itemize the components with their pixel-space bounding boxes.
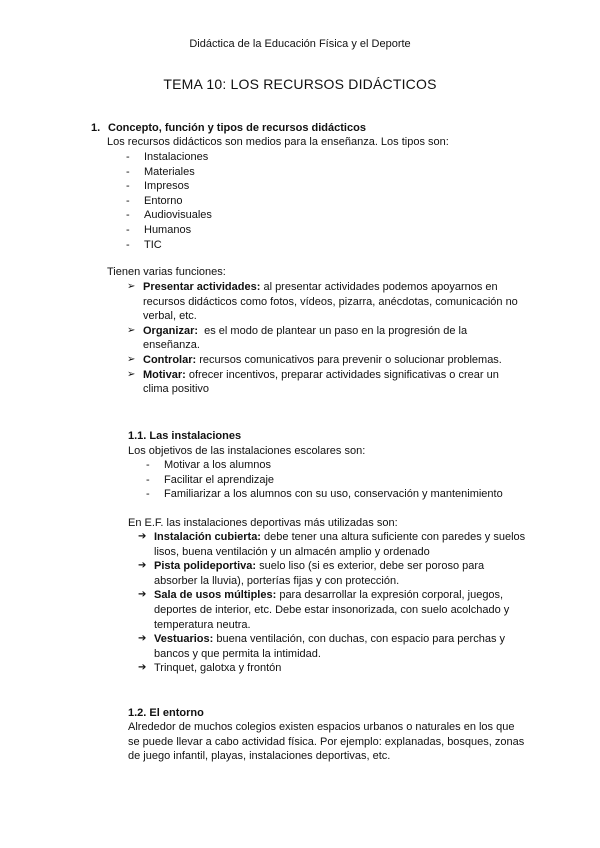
list-item [138,559,528,588]
installation-text: para desarrollar la expresión corporal, juegos, deportes de interior, etc. Debe estar insonorizada, con suelo acolchado y temperatura neutra. [154,589,510,631]
arrowhead-bullet-icon: ➢ [127,368,136,380]
list-item: - Entorno [126,194,212,209]
list-item: - Audiovisuales [126,208,212,223]
section-1-heading-text: Concepto, función y tipos de recursos didácticos [108,122,366,134]
arrowhead-bullet-icon: ➢ [127,281,136,292]
list-item [138,588,528,632]
function-text: recursos comunicativos para prevenir o solucionar problemas. [196,353,502,366]
function-term: Motivar: [143,368,186,381]
installations-goals-list [146,458,503,502]
installation-text: Trinquet, galotxa y frontón [154,662,282,675]
list-item [127,280,527,324]
section-1-2-heading: 1.2. El entorno [128,707,204,719]
list-item: - Humanos [126,223,212,238]
function-text: ofrecer incentivos, preparar actividades significativas o crear un clima positivo [143,368,499,396]
function-term: Organizar: [143,324,199,337]
installation-term: Pista polideportiva: [154,560,257,573]
arrow-bullet-icon: ➔ [138,662,147,674]
section-1-heading [91,121,366,136]
list-item [138,661,528,676]
function-text: es el modo de plantear un paso en la progresión de la enseñanza. [143,324,471,352]
installation-term: Instalación cubierta: [154,531,261,543]
list-item [127,368,527,397]
arrow-bullet-icon: ➔ [138,633,147,645]
function-text: al presentar actividades podemos apoyarnos en recursos didácticos como fotos, vídeos, pizarra, anécdotas, comunicación no verbal, etc. [143,281,518,323]
arrow-bullet-icon: ➔ [138,560,147,572]
list-item: - Facilitar el aprendizaje [146,473,503,488]
installation-text: debe tener una altura suficiente con paredes y suelos lisos, buena ventilación y un almacén amplio y ordenado [154,531,526,558]
ef-installations-list [138,530,528,676]
list-item: - Impresos [126,179,212,194]
arrowhead-bullet-icon: ➢ [127,353,136,365]
section-1-number: 1. [91,122,101,134]
function-term: Presentar actividades: [143,281,261,293]
installation-term: Vestuarios: [154,633,214,646]
functions-intro: Tienen varias funciones: [107,266,226,278]
environment-paragraph: Alrededor de muchos colegios existen espacios urbanos o naturales en los que se puede llevar a cabo actividad física. Por ejemplo: explanadas, bosques, zonas de juego infantil, playas, instalaciones deportivas, etc. [128,721,525,763]
list-item: - Instalaciones [126,150,212,165]
list-item: - Familiarizar a los alumnos con su uso, conservación y mantenimiento [146,487,503,502]
section-1-1-heading: 1.1. Las instalaciones [128,430,242,442]
installations-intro: Los objetivos de las instalaciones escolares son: [128,445,366,457]
page-header: Didáctica de la Educación Física y el Deporte [189,38,411,50]
section-1-intro: Los recursos didácticos son medios para la enseñanza. Los tipos son: [107,136,449,148]
arrow-bullet-icon: ➔ [138,531,147,542]
list-item [138,632,528,661]
ef-installations-intro: En E.F. las instalaciones deportivas más utilizadas son: [128,517,398,529]
list-item [138,530,528,559]
list-item [127,353,527,368]
list-item: - TIC [126,238,212,253]
list-item: - Materiales [126,165,212,180]
installation-text: buena ventilación, con duchas, con espacio para perchas y bancos y que permita la intimidad. [154,633,506,660]
list-item: - Motivar a los alumnos [146,458,503,473]
installation-text: suelo liso (si es exterior, debe ser poroso para absorber la lluvia), porterías fijas y con protección. [154,560,485,587]
list-item [127,324,527,353]
types-list [126,150,212,252]
document-title: TEMA 10: LOS RECURSOS DIDÁCTICOS [163,76,437,92]
functions-list [127,280,527,397]
function-term: Controlar: [143,353,197,366]
arrowhead-bullet-icon: ➢ [127,324,136,336]
arrow-bullet-icon: ➔ [138,589,147,601]
installation-term: Sala de usos múltiples: [154,589,277,602]
